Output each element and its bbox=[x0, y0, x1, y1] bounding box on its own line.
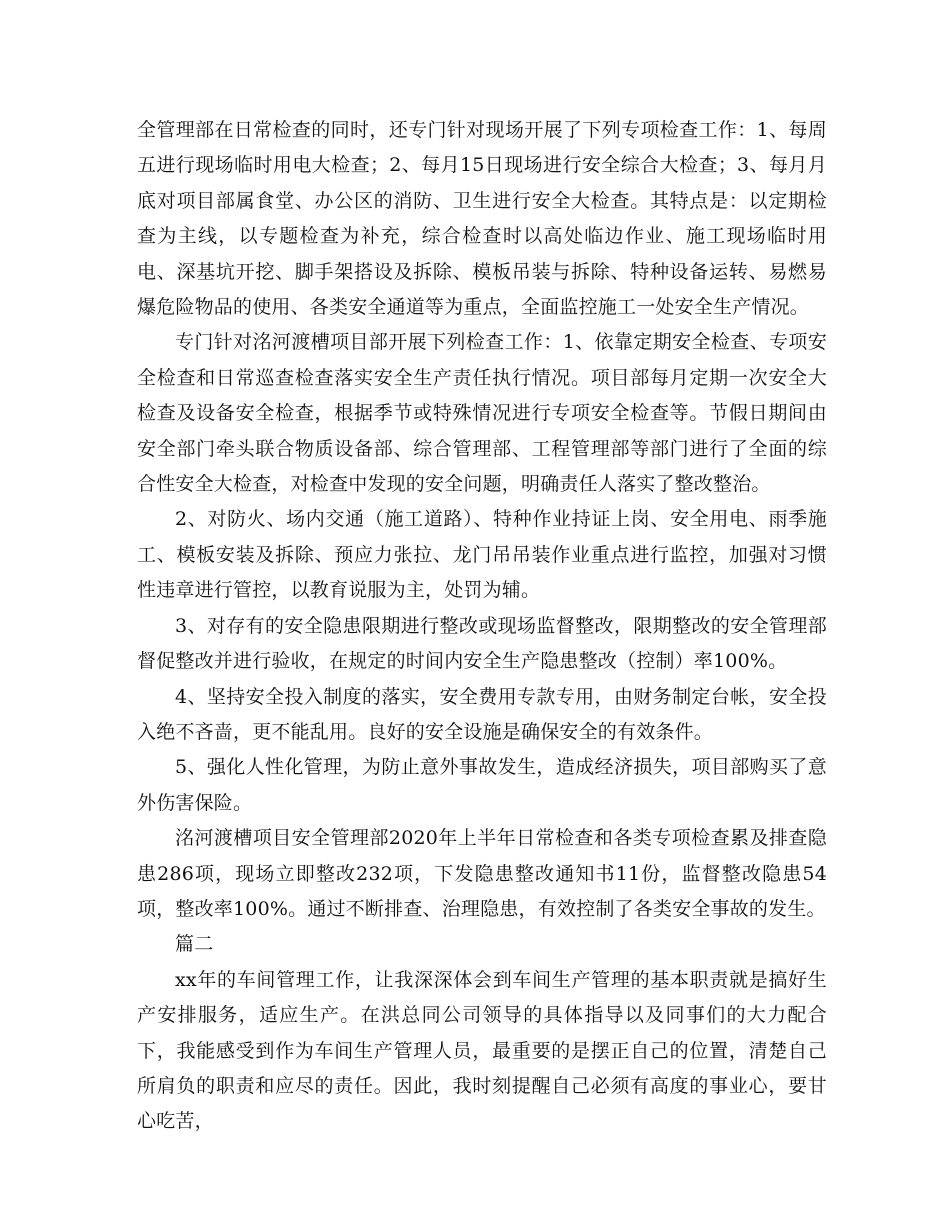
paragraph-workshop-management: xx年的车间管理工作，让我深深体会到车间生产管理的基本职责就是搞好生产安排服务，适应生产。在洪总同公司领导的具体指导以及同事们的大力配合下，我能感受到作为车间生产管理人员，最重要的是摆正自己的位置，清楚自己所肩负的职责和应尽的责任。因此，我时刻提醒自己必须有高度的事业心，要甘心吃苦， bbox=[137, 968, 827, 1133]
paragraph-minghe-inspection: 专门针对洺河渡槽项目部开展下列检查工作：1、依靠定期安全检查、专项安全检查和日常巡查检查落实安全生产责任执行情况。项目部每月定期一次安全大检查及设备安全检查，根据季节或特殊情况进行专项安全检查等。节假日期间由安全部门牵头联合物质设备部、综合管理部、工程管理部等部门进行了全面的综合性安全大检查，对检查中发现的安全问题，明确责任人落实了整改整治。 bbox=[137, 331, 827, 496]
paragraph-summary: 洺河渡槽项目安全管理部2020年上半年日常检查和各类专项检查累及排查隐患286项，现场立即整改232项，下发隐患整改通知书11份，监督整改隐患54项，整改率100%。通过不断排查、治理隐患，有效控制了各类安全事故的发生。 bbox=[137, 827, 827, 920]
paragraph-item-4: 4、坚持安全投入制度的落实，安全费用专款专用，由财务制定台帐，安全投入绝不吝啬，更不能乱用。良好的安全设施是确保安全的有效条件。 bbox=[137, 685, 827, 743]
paragraph-item-2: 2、对防火、场内交通（施工道路）、特种作业持证上岗、安全用电、雨季施工、模板安装及拆除、预应力张拉、龙门吊吊装作业重点进行监控，加强对习惯性违章进行管控，以教育说服为主，处罚为辅。 bbox=[137, 508, 827, 602]
paragraph-continued-inspection: 全管理部在日常检查的同时，还专门针对现场开展了下列专项检查工作：1、每周五进行现场临时用电大检查；2、每月15日现场进行安全综合大检查；3、每月月底对项目部属食堂、办公区的消防、卫生进行安全大检查。其特点是：以定期检查为主线，以专题检查为补充，综合检查时以高处临边作业、施工现场临时用电、深基坑开挖、脚手架搭设及拆除、模板吊装与拆除、特种设备运转、易燃易爆危险物品的使用、各类安全通道等为重点，全面监控施工一处安全生产情况。 bbox=[137, 119, 827, 319]
document-body bbox=[137, 113, 827, 1140]
section-heading-part-two: 篇二 bbox=[175, 933, 214, 956]
paragraph-item-5: 5、强化人性化管理，为防止意外事故发生，造成经济损失，项目部购买了意外伤害保险。 bbox=[137, 756, 827, 814]
paragraph-item-3: 3、对存有的安全隐患限期进行整改或现场监督整改，限期整改的安全管理部督促整改并进行验收，在规定的时间内安全生产隐患整改（控制）率100%。 bbox=[137, 614, 827, 673]
